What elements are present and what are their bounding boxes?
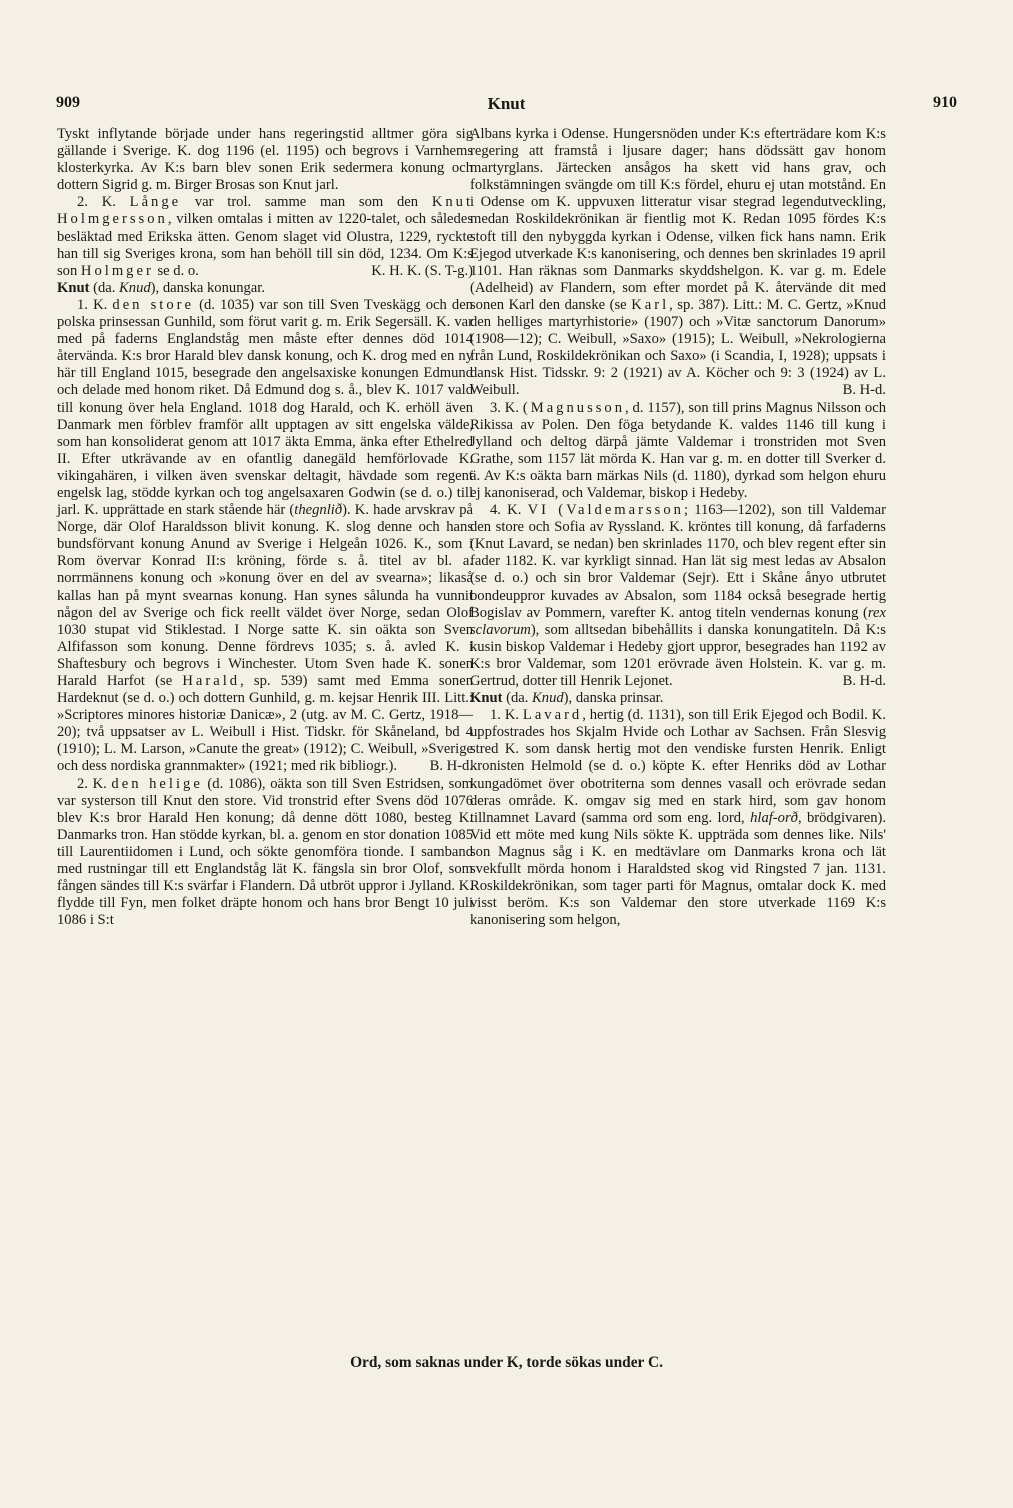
entry-knut-magnusson: 3. K. (Magnusson, d. 1157), son till prins Magnus Nilsson och Rikissa av Polen. Den föga betydande K. valdes 1146 till kung i Jylland och deltog därpå jämte Valdemar i tronstriden mot Sven Grathe, som 1157 lät mörda K. Han var g. m. en dotter till Sverker d. ä. Av K:s oäkta barn märkas Nils (d. 1180), dyrkad som helgon ehuru ej kanoniserad, och Valdemar, biskop i Hedeby.	[470, 399, 887, 501]
left-column	[57, 126, 473, 929]
running-head: Knut	[487, 94, 526, 113]
page-number-left: 909	[56, 94, 80, 111]
page-number-right: 910	[933, 94, 957, 111]
author-signature: K. H. K. (S. T-g.)	[371, 262, 473, 279]
entry-knut-lange: 2. K. Långe var trol. samme man som den Knut Holmgersson, vilken omtalas i mitten av 1220-talet, och således besläktad med Erikska ätten. Genom slaget vid Olustra, 1229, ryckte han till sig Sveriges krona, som han behöll till sin död, 1234. Om K:s son Holmger se d. o. K. H. K. (S. T-g.)	[57, 194, 474, 279]
entry-heading: Knut (da. Knud), danska konungar.	[57, 279, 265, 296]
entry-knut-den-helige: 2. K. den helige (d. 1086), oäkta son till Sven Estridsen, som var systerson till Knut den store. Vid tronstrid efter Svens död 1076 blev K:s bror Harald Hen konung; då denne dött 1080, besteg K. Danmarks tron. Han stödde kyrkan, bl. a. genom en stor donation 1085 till Laurentiidomen i Lund, och sökte genomföra tionde. I samband med rustningar till ett Englandståg lät K. fängsla sin bror Olof, som fången sändes till K:s svärfar i Flandern. Då utbröt uppror i Jylland. K. flydde till Fyn, men folket dräpte honom och hans bror Bengt 10 juli 1086 i S:t	[57, 775, 473, 929]
author-signature: B. H-d.	[842, 673, 886, 689]
right-column	[470, 126, 886, 929]
footer-note: Ord, som saknas under K, torde sökas under C.	[350, 1354, 663, 1371]
page-header	[56, 94, 957, 118]
author-signature: B. H-d.	[429, 758, 473, 775]
author-signature: B. H-d.	[842, 382, 886, 399]
entry-knut-vi: 4. K. VI (Valdemarsson; 1163—1202), son till Valdemar den store och Sofia av Ryssland. K. kröntes till konung, då farfaderns (Knut Lavard, se nedan) ben skrinlades 1170, och blev regent efter sin fader 1182. K. var kyrkligt sinnad. Han lät sig mest ledas av Absalon (se d. o.) och sin bror Valdemar (Sejr). Ett i Skåne ånyo utbrutet bondeuppror kuvades av Absalon, som 1184 också besegrade hertig Bogislav av Pommern, varefter K. antog titeln vendernas konung (rex sclavorum), som alltsedan bibehållits i danska konungatiteln. Då K:s kusin biskop Valdemar i Hedeby gjort uppror, besegrades han 1192 av K:s bror Valdemar, som 1201 erövrade även Holstein. K. var g. m. Gertrud, dotter till Henrik Lejonet. B. H-d.	[470, 502, 886, 689]
entry-knut-den-store: 1. K. den store (d. 1035) var son till Sven Tveskägg och den polska prinsessan Gunhild, som förut varit g. m. Erik Segersäll. K. var med på faderns Englandståg men måste efter dennes död 1014 återvända. K:s bror Harald blev dansk konung, och K. drog med en ny här till England 1015, besegrade den angelsaxiske konungen Edmund och delade med honom riket. Då Edmund dog s. å., blev K. 1017 vald till konung över hela England. 1018 dog Harald, och K. erhöll även Danmark men förblev framför allt upptagen av sitt engelska välde, som han konsoliderat genom att 1017 äkta Emma, änka efter Ethelred II. Efter utkrävande av en ofantlig danegäld hemförlovade K. vikingahären, i vilken även svenskar deltagit, hävdade som regent engelsk lag, stödde kyrkan och tog angelsaxaren Godwin (se d. o.) till jarl. K. upprättade en stark stående här (thegnlið). K. hade arvskrav på Norge, där Olof Haraldsson blivit konung. K. slog denne och hans bundsförvant konung Anund av Sverige i Helgeån 1026. K., som i Rom övervar Konrad II:s kröning, förde s. å. titel av bl. a. norrmännens konung och »konung över en del av svearna»; likaså kallas han på mynt svearnas konung. Han synes sålunda ha vunnit någon del av Sverige och fick reellt väldet över Norge, sedan Olof 1030 stupat vid Stiklestad. I Norge satte K. sin oäkta son Sven Alfifasson som konung. Denne fördrevs 1035; s. å. avled K. i Shaftesbury och begrovs i Winchester. Utom Sven hade K. sonen Harald Harfot (se Harald, sp. 539) samt med Emma sonen Hardeknut (se d. o.) och dottern Gunhild, g. m. kejsar Henrik III. Litt.: »Scriptores minores historiæ Danicæ», 2 (utg. av M. C. Gertz, 1918—20); två uppsatser av L. Weibull i Hist. Tidskr. för Skåneland, bd 4 (1910); L. M. Larson, »Canute the great» (1912); C. Weibull, »Sverige och dess nordiska grannmakter» (1921; med rik bibliogr.). B. H-d.	[57, 296, 473, 775]
paragraph: Albans kyrka i Odense. Hungersnöden under K:s efterträdare kom K:s regering att framstå i ljusare dager; hans dödssätt gav honom martyrglans. Järtecken ansågos ha skett vid hans grav, och folkstämningen svängde om till K:s fördel, ehuru ej utan motstånd. En i Odense om K. uppvuxen litteratur visar stegrad legendutveckling, medan Roskildekrönikan är fientlig mot K. Redan 1095 fördes K:s stoft till den nybyggda kyrkan i Odense, vilken fick hans namn. Erik Ejegod utverkade K:s kanonisering, och dennes ben skrinlades 19 april 1101. Han räknas som Danmarks skyddshelgon. K. var g. m. Edele (Adelheid) av Flandern, som efter mordet på K. återvände dit med sonen Karl den danske (se Karl, sp. 387). Litt.: M. C. Gertz, »Knud den helliges martyrhistorie» (1907) och »Vitæ sanctorum Danorum» (1908—12); C. Weibull, »Saxo» (1915); L. Weibull, »Nekrologierna från Lund, Roskildekrönikan och Saxo» (i Scandia, I, 1928); uppsats i dansk Hist. Tidsskr. 9: 2 (1921) av A. Köcher och 9: 3 (1924) av L. Weibull. B. H-d.	[470, 126, 886, 399]
entry-knut-lavard: 1. K. Lavard, hertig (d. 1131), son till Erik Ejegod och Bodil. K. uppfostrades hos Skjalm Hvide och Lothar av Sachsen. Från Slesvig stred K. som dansk hertig mot den vendiske fursten Henrik. Enligt kronisten Helmold (se d. o.) köpte K. efter Henriks död av Lothar kungadömet över obotriterna som dennes vasall och erövrade sedan deras område. K. omgav sig med en stark hird, som gav honom tillnamnet Lavard (samma ord som eng. lord, hlaf-orð, brödgivaren). Vid ett möte med kung Nils sökte K. uppträda som dennes like. Nils' son Magnus såg i K. en medtävlare om Danmarks krona och lät svekfullt mörda honom i Haraldsted skog vid Ringsted 7 jan. 1131. Roskildekrönikan, som tager parti för Magnus, omtalar dock K. med visst beröm. K:s son Valdemar den store utverkade 1169 K:s kanonisering som helgon,	[470, 707, 886, 929]
paragraph: Tyskt inflytande började under hans regeringstid alltmer göra sig gällande i Sverige. K. dog 1196 (el. 1195) och begrovs i Varnhems klosterkyrka. Av K:s barn blev sonen Erik sedermera konung och dottern Sigrid g. m. Birger Brosas son Knut jarl.	[57, 126, 473, 194]
entry-heading: Knut (da. Knud), danska prinsar.	[470, 690, 664, 707]
